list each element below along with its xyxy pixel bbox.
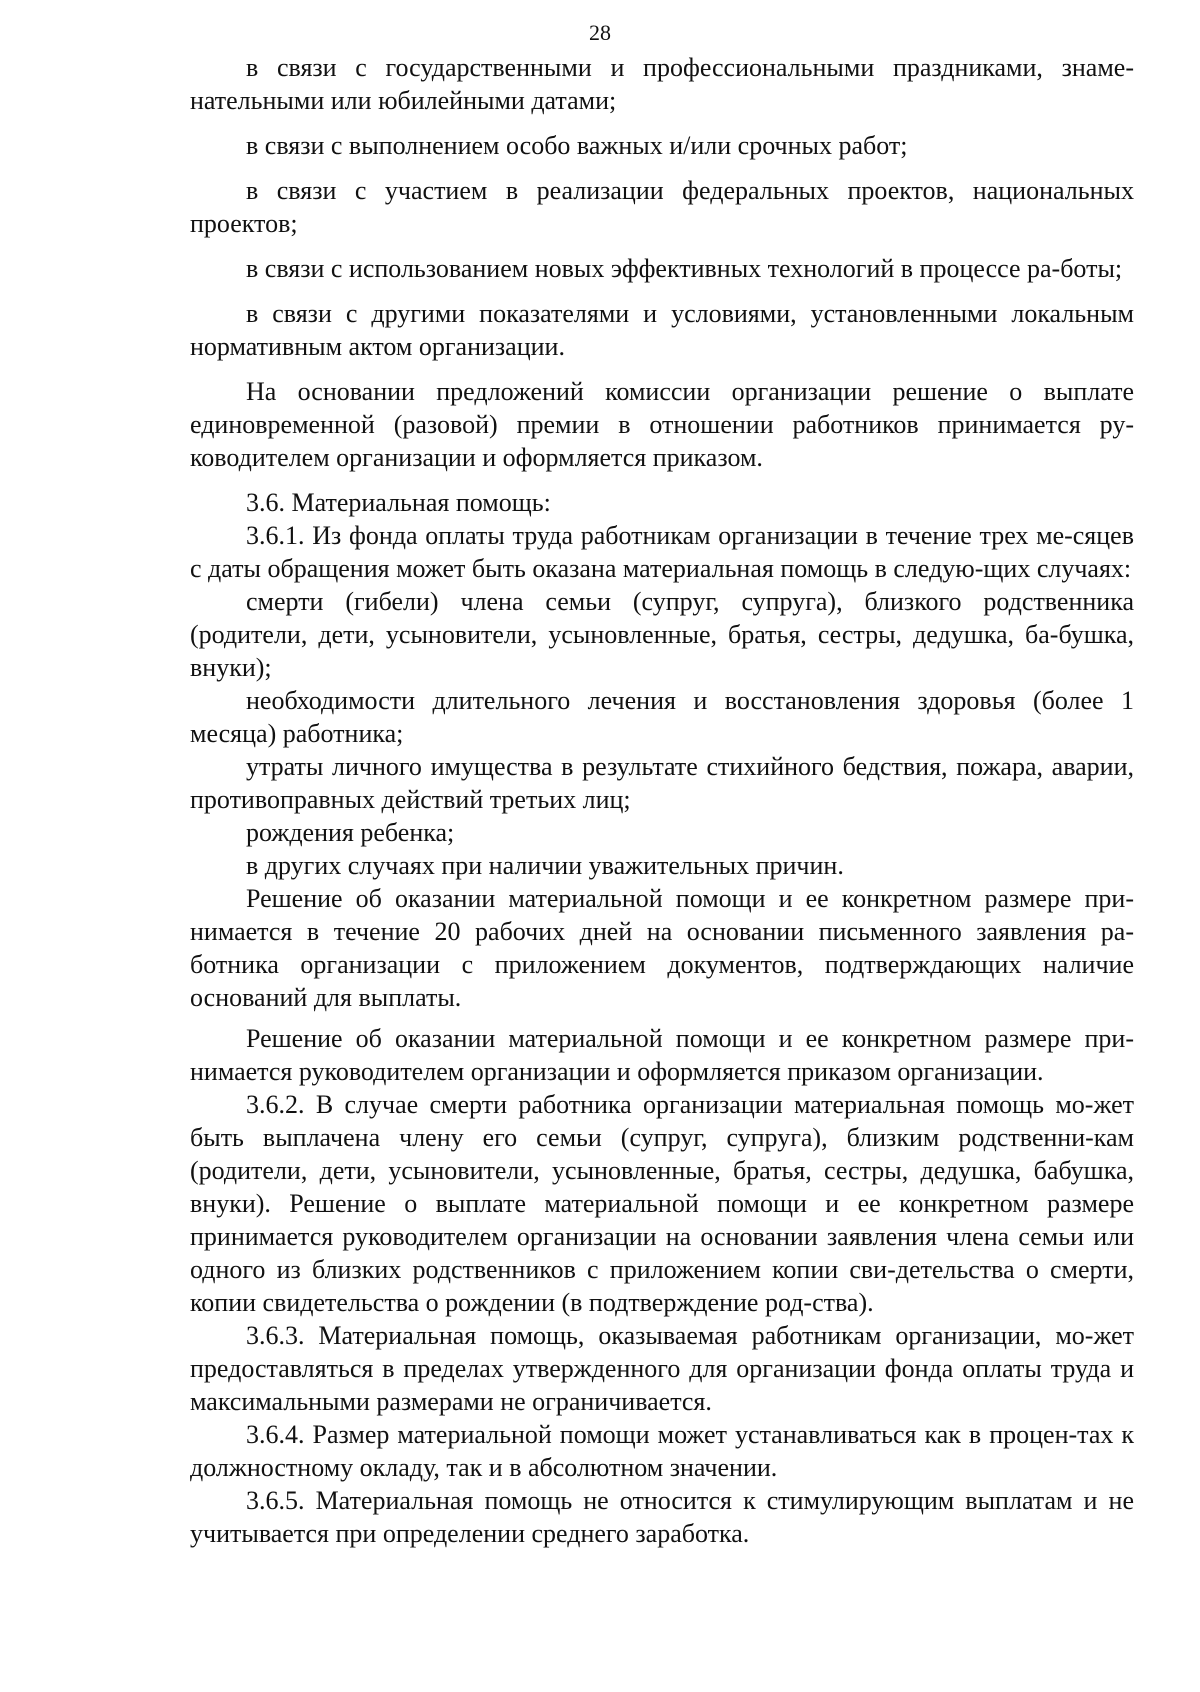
paragraph-holidays-bonus: в связи с государственными и профессиональными праздниками, знаме-нательными или юбилейными датами; [190,53,1134,115]
paragraph-3-6-5: 3.6.5. Материальная помощь не относится к стимулирующим выплатам и не учитывается при определении среднего заработка. [190,1486,1134,1548]
paragraph-3-6-2: 3.6.2. В случае смерти работника организации материальная помощь мо-жет быть выплачена члену его семьи (супруг, супруга), близким родственни-кам (родители, дети, усыновители, усыновленные, братья, сестры, дедушка, бабушка, внуки). Решение о выплате материальной помощи и ее конкретном размере принимается руководителем организации на основании заявления члена семьи или одного из близких родственников с приложением копии сви-детельства о смерти, копии свидетельства о рождении (в подтверждение род-ства). [190,1090,1134,1317]
document-body [190,51,1134,1550]
list-item-death-of-family-member: смерти (гибели) члена семьи (супруг, супруга), близкого родственника (родители, дети, усыновители, усыновленные, братья, сестры, дедушка, ба-бушка, внуки); [190,587,1134,682]
paragraph-3-6-1: 3.6.1. Из фонда оплаты труда работникам организации в течение трех ме-сяцев с даты обращения может быть оказана материальная помощь в следую-щих случаях: [190,521,1134,583]
paragraph-3-6-4: 3.6.4. Размер материальной помощи может устанавливаться как в процен-тах к должностному окладу, так и в абсолютном значении. [190,1420,1134,1482]
paragraph-one-time-bonus-decision: На основании предложений комиссии организации решение о выплате единовременной (разовой) премии в отношении работников принимается ру-ководителем организации и оформляется приказом. [190,377,1134,472]
list-item-property-loss: утраты личного имущества в результате стихийного бедствия, пожара, аварии, противоправных действий третьих лиц; [190,752,1134,814]
list-item-other-valid-reasons: в других случаях при наличии уважительных причин. [246,851,844,880]
paragraph-urgent-work-bonus: в связи с выполнением особо важных и/или срочных работ; [246,131,908,160]
paragraph-federal-projects-bonus: в связи с участием в реализации федеральных проектов, национальных проектов; [190,176,1134,238]
list-item-long-treatment: необходимости длительного лечения и восстановления здоровья (более 1 месяца) работника; [190,686,1134,748]
section-heading-3-6: 3.6. Материальная помощь: [246,488,551,517]
paragraph-other-indicators-bonus: в связи с другими показателями и условиями, установленными локальным нормативным актом организации. [190,299,1134,361]
paragraph-decision-by-head: Решение об оказании материальной помощи и ее конкретном размере при-нимается руководителем организации и оформляется приказом организации. [190,1024,1134,1086]
list-item-child-birth: рождения ребенка; [246,818,455,847]
page-number: 28 [589,20,611,45]
paragraph-3-6-3: 3.6.3. Материальная помощь, оказываемая работникам организации, мо-жет предоставляться в пределах утвержденного для организации фонда оплаты труда и максимальными размерами не ограничивается. [190,1321,1134,1416]
paragraph-decision-within-20-days: Решение об оказании материальной помощи и ее конкретном размере при-нимается в течение 20 рабочих дней на основании письменного заявления ра-ботника организации с приложением документов, подтверждающих наличие оснований для выплаты. [190,884,1134,1012]
paragraph-new-technologies-bonus: в связи с использованием новых эффективных технологий в процессе ра-боты; [246,254,1123,283]
